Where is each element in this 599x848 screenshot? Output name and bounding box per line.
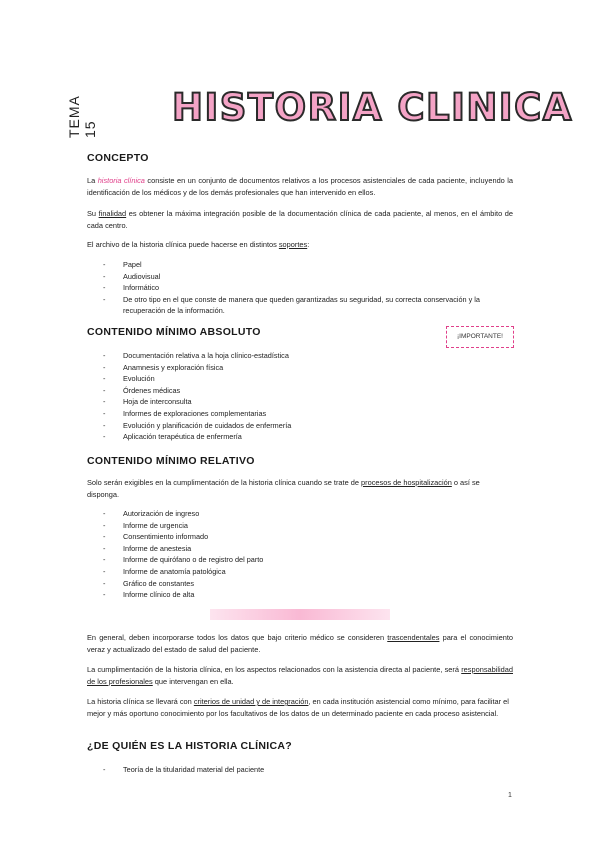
list-item: - Papel bbox=[103, 259, 513, 271]
emphasis-term: historia clínica bbox=[97, 176, 145, 185]
general-paragraph-3 bbox=[87, 696, 513, 720]
quien-list bbox=[103, 764, 503, 776]
text-run: La historia clínica se llevará con bbox=[87, 697, 194, 706]
soportes-list bbox=[103, 259, 513, 317]
list-item: - Teoría de la titularidad material del paciente bbox=[103, 764, 503, 776]
page-number: 1 bbox=[508, 792, 512, 799]
text-run: La bbox=[87, 176, 98, 185]
importante-badge: ¡IMPORTANTE! bbox=[446, 326, 514, 348]
list-item: - Informático bbox=[103, 282, 513, 294]
absoluto-list bbox=[103, 350, 503, 443]
list-item: - Hoja de interconsulta bbox=[103, 396, 503, 408]
underlined-term: soportes bbox=[278, 240, 308, 249]
list-item: - Aplicación terapéutica de enfermería bbox=[103, 431, 503, 443]
list-item: - Evolución y planificación de cuidados de enfermería bbox=[103, 420, 503, 432]
text-run: El archivo de la historia clínica puede hacerse en distintos bbox=[87, 240, 279, 249]
list-item: - Informe de anatomía patológica bbox=[103, 566, 503, 578]
text-run: consiste en un conjunto de documentos relativos a los procesos asistenciales de cada paciente, incluyendo la identificación de los médicos y de los demás profesionales que han intervenido en ellos. bbox=[87, 176, 514, 197]
list-item: - Documentación relativa a la hoja clínico-estadística bbox=[103, 350, 503, 362]
list-item: - Anamnesis y exploración física bbox=[103, 362, 503, 374]
list-item: - Gráfico de constantes bbox=[103, 578, 503, 590]
list-item: - De otro tipo en el que conste de manera que queden garantizadas su seguridad, su correcta conservación y la recuperación de la información. bbox=[103, 294, 513, 317]
concepto-paragraph-3 bbox=[87, 239, 513, 251]
list-item: - Evolución bbox=[103, 373, 503, 385]
list-item: - Informe de quirófano o de registro del parto bbox=[103, 554, 503, 566]
text-run: Su bbox=[87, 209, 99, 218]
page-title: HISTORIA CLINICA bbox=[172, 86, 573, 129]
general-paragraph-2 bbox=[87, 664, 513, 688]
relativo-list bbox=[103, 508, 503, 601]
text-run: La cumplimentación de la historia clínica, en los aspectos relacionados con la asistencia directa al paciente, será bbox=[87, 665, 462, 674]
general-paragraph-1 bbox=[87, 632, 513, 656]
list-item: - Informe de urgencia bbox=[103, 520, 503, 532]
list-item: - Autorización de ingreso bbox=[103, 508, 503, 520]
list-item: - Informe clínico de alta bbox=[103, 589, 503, 601]
list-item: - Órdenes médicas bbox=[103, 385, 503, 397]
absoluto-heading: CONTENIDO MÍNIMO ABSOLUTO bbox=[87, 326, 261, 338]
text-run: : bbox=[307, 240, 310, 249]
text-run: para el conocimiento veraz y actualizado del estado de salud del paciente. bbox=[87, 633, 513, 654]
text-run: es obtener la máxima integración posible de la documentación clínica de cada paciente, al menos, en el ámbito de cada centro. bbox=[87, 209, 513, 230]
underlined-term: responsabilidad de los profesionales bbox=[87, 665, 513, 686]
highlight-divider bbox=[210, 609, 390, 620]
list-item: - Informes de exploraciones complementarias bbox=[103, 408, 503, 420]
text-run: o así se disponga. bbox=[87, 478, 480, 499]
text-run: Solo serán exigibles en la cumplimentación de la historia clínica cuando se trate de bbox=[87, 478, 362, 487]
text-run: que intervengan en ella. bbox=[152, 677, 234, 686]
text-run: En general, deben incorporarse todos los datos que bajo criterio médico se consideren bbox=[87, 633, 388, 642]
text-run: , en cada institución asistencial como mínimo, para facilitar el mejor y más oportuno conocimiento por los facultativos de los datos de un determinado paciente en cada proceso asistencial. bbox=[87, 697, 509, 718]
relativo-heading: CONTENIDO MÍNIMO RELATIVO bbox=[87, 455, 255, 467]
concepto-heading: CONCEPTO bbox=[87, 152, 149, 164]
underlined-term: procesos de hospitalización bbox=[361, 478, 452, 487]
list-item: - Audiovisual bbox=[103, 271, 513, 283]
underlined-term: finalidad bbox=[98, 209, 127, 218]
tema-label: TEMA 15 bbox=[66, 95, 98, 138]
underlined-term: trascendentales bbox=[387, 633, 440, 642]
quien-heading: ¿DE QUIÉN ES LA HISTORIA CLÍNICA? bbox=[87, 740, 292, 752]
list-item: - Consentimiento informado bbox=[103, 531, 503, 543]
relativo-intro bbox=[87, 477, 513, 501]
list-item: - Informe de anestesia bbox=[103, 543, 503, 555]
concepto-paragraph-1 bbox=[87, 175, 513, 199]
underlined-term: criterios de unidad y de integración bbox=[193, 697, 309, 706]
concepto-paragraph-2 bbox=[87, 208, 513, 232]
